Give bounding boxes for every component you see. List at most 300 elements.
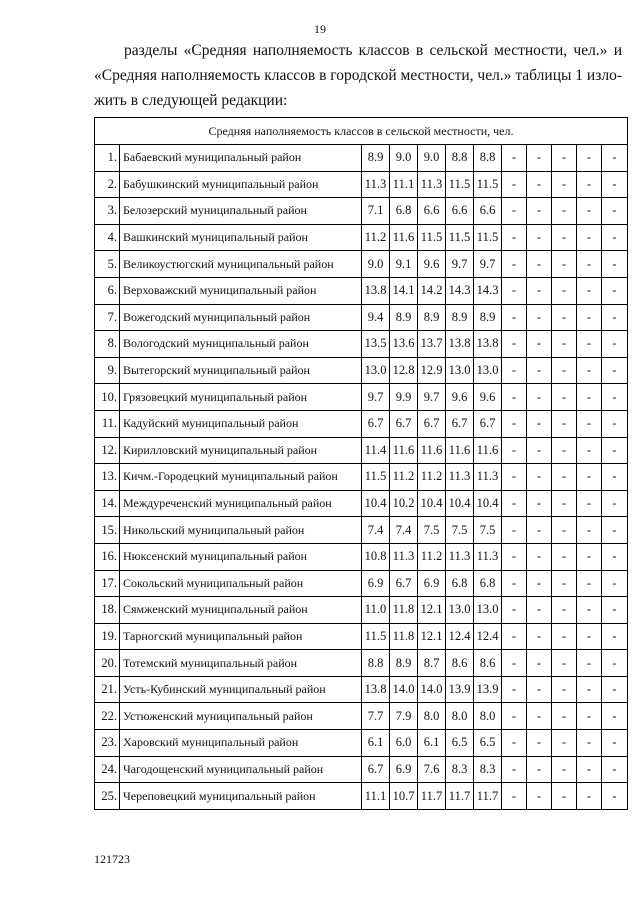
empty-value-dash: - xyxy=(577,730,602,757)
empty-value-dash: - xyxy=(602,756,628,783)
row-number: 13. xyxy=(95,464,120,491)
class-size-value: 9.1 xyxy=(390,251,418,278)
class-size-value: 6.8 xyxy=(474,570,502,597)
empty-value-dash: - xyxy=(577,437,602,464)
empty-value-dash: - xyxy=(552,464,577,491)
class-size-value: 13.0 xyxy=(474,597,502,624)
row-number: 19. xyxy=(95,623,120,650)
empty-value-dash: - xyxy=(502,730,527,757)
empty-value-dash: - xyxy=(552,171,577,198)
district-name: Вашкинский муниципальный район xyxy=(120,224,362,251)
empty-value-dash: - xyxy=(502,410,527,437)
class-size-value: 11.7 xyxy=(446,783,474,810)
class-size-value: 7.7 xyxy=(362,703,390,730)
class-size-value: 8.0 xyxy=(418,703,446,730)
class-size-value: 8.9 xyxy=(390,650,418,677)
empty-value-dash: - xyxy=(602,277,628,304)
empty-value-dash: - xyxy=(502,756,527,783)
empty-value-dash: - xyxy=(602,198,628,225)
class-size-value: 13.9 xyxy=(474,676,502,703)
class-size-value: 9.0 xyxy=(390,145,418,172)
table-row xyxy=(95,437,628,464)
empty-value-dash: - xyxy=(602,304,628,331)
class-size-value: 9.6 xyxy=(474,384,502,411)
empty-value-dash: - xyxy=(527,145,552,172)
class-size-value: 6.7 xyxy=(474,410,502,437)
class-size-value: 13.8 xyxy=(446,331,474,358)
table-row xyxy=(95,277,628,304)
district-name: Сокольский муниципальный район xyxy=(120,570,362,597)
empty-value-dash: - xyxy=(577,145,602,172)
table-row xyxy=(95,730,628,757)
class-size-value: 8.6 xyxy=(446,650,474,677)
row-number: 17. xyxy=(95,570,120,597)
empty-value-dash: - xyxy=(602,437,628,464)
empty-value-dash: - xyxy=(602,410,628,437)
empty-value-dash: - xyxy=(527,437,552,464)
class-size-value: 13.8 xyxy=(474,331,502,358)
empty-value-dash: - xyxy=(502,357,527,384)
empty-value-dash: - xyxy=(552,730,577,757)
class-size-value: 6.9 xyxy=(418,570,446,597)
class-size-value: 14.0 xyxy=(418,676,446,703)
class-size-value: 11.7 xyxy=(474,783,502,810)
class-size-value: 6.7 xyxy=(418,410,446,437)
class-size-value: 11.3 xyxy=(446,543,474,570)
empty-value-dash: - xyxy=(552,251,577,278)
row-number: 9. xyxy=(95,357,120,384)
empty-value-dash: - xyxy=(602,171,628,198)
empty-value-dash: - xyxy=(527,198,552,225)
district-name: Кирилловский муниципальный район xyxy=(120,437,362,464)
table-row xyxy=(95,570,628,597)
class-size-value: 11.5 xyxy=(474,224,502,251)
empty-value-dash: - xyxy=(552,384,577,411)
class-size-value: 11.5 xyxy=(362,623,390,650)
class-size-value: 11.3 xyxy=(474,543,502,570)
class-size-value: 11.5 xyxy=(362,464,390,491)
class-size-value: 13.8 xyxy=(362,676,390,703)
empty-value-dash: - xyxy=(602,730,628,757)
row-number: 25. xyxy=(95,783,120,810)
class-size-value: 11.5 xyxy=(446,224,474,251)
empty-value-dash: - xyxy=(527,304,552,331)
district-name: Белозерский муниципальный район xyxy=(120,198,362,225)
empty-value-dash: - xyxy=(602,517,628,544)
class-size-value: 13.0 xyxy=(446,357,474,384)
class-size-value: 8.9 xyxy=(418,304,446,331)
district-name: Бабушкинский муниципальный район xyxy=(120,171,362,198)
class-size-value: 11.6 xyxy=(418,437,446,464)
class-size-value: 10.7 xyxy=(390,783,418,810)
empty-value-dash: - xyxy=(552,331,577,358)
empty-value-dash: - xyxy=(527,756,552,783)
empty-value-dash: - xyxy=(577,490,602,517)
empty-value-dash: - xyxy=(552,517,577,544)
empty-value-dash: - xyxy=(502,251,527,278)
row-number: 8. xyxy=(95,331,120,358)
empty-value-dash: - xyxy=(502,384,527,411)
row-number: 20. xyxy=(95,650,120,677)
empty-value-dash: - xyxy=(602,384,628,411)
class-size-value: 6.8 xyxy=(446,570,474,597)
row-number: 12. xyxy=(95,437,120,464)
class-size-value: 14.3 xyxy=(474,277,502,304)
class-size-value: 6.7 xyxy=(390,410,418,437)
class-size-value: 11.0 xyxy=(362,597,390,624)
empty-value-dash: - xyxy=(502,783,527,810)
empty-value-dash: - xyxy=(552,490,577,517)
class-size-value: 11.2 xyxy=(418,543,446,570)
empty-value-dash: - xyxy=(602,145,628,172)
row-number: 7. xyxy=(95,304,120,331)
district-name: Грязовецкий муниципальный район xyxy=(120,384,362,411)
empty-value-dash: - xyxy=(577,597,602,624)
table-row xyxy=(95,543,628,570)
district-name: Харовский муниципальный район xyxy=(120,730,362,757)
class-size-value: 9.6 xyxy=(446,384,474,411)
row-number: 11. xyxy=(95,410,120,437)
empty-value-dash: - xyxy=(527,570,552,597)
district-name: Вожегодский муниципальный район xyxy=(120,304,362,331)
district-name: Кадуйский муниципальный район xyxy=(120,410,362,437)
empty-value-dash: - xyxy=(577,171,602,198)
class-size-value: 11.5 xyxy=(418,224,446,251)
district-name: Сямженский муниципальный район xyxy=(120,597,362,624)
table-row xyxy=(95,198,628,225)
class-size-value: 11.7 xyxy=(418,783,446,810)
empty-value-dash: - xyxy=(502,517,527,544)
class-size-value: 11.2 xyxy=(362,224,390,251)
empty-value-dash: - xyxy=(502,171,527,198)
class-size-value: 13.0 xyxy=(474,357,502,384)
class-size-value: 10.4 xyxy=(446,490,474,517)
district-name: Устюженский муниципальный район xyxy=(120,703,362,730)
empty-value-dash: - xyxy=(527,783,552,810)
class-size-value: 11.6 xyxy=(390,224,418,251)
class-size-value: 13.6 xyxy=(390,331,418,358)
district-name: Тарногский муниципальный район xyxy=(120,623,362,650)
class-size-value: 12.4 xyxy=(474,623,502,650)
empty-value-dash: - xyxy=(552,570,577,597)
row-number: 21. xyxy=(95,676,120,703)
empty-value-dash: - xyxy=(527,490,552,517)
class-size-value: 6.8 xyxy=(390,198,418,225)
class-size-value: 11.6 xyxy=(446,437,474,464)
document-code: 121723 xyxy=(94,852,130,866)
class-size-value: 10.4 xyxy=(362,490,390,517)
district-name: Кичм.-Городецкий муниципальный район xyxy=(120,464,362,491)
intro-line-2: «Средняя наполняемость классов в городской местности, чел.» таблицы 1 изло- xyxy=(94,67,622,84)
table-row xyxy=(95,623,628,650)
row-number: 23. xyxy=(95,730,120,757)
class-size-value: 11.6 xyxy=(474,437,502,464)
empty-value-dash: - xyxy=(527,543,552,570)
class-size-value: 11.3 xyxy=(418,171,446,198)
class-size-value: 8.7 xyxy=(418,650,446,677)
empty-value-dash: - xyxy=(552,756,577,783)
empty-value-dash: - xyxy=(577,703,602,730)
class-size-value: 6.7 xyxy=(362,410,390,437)
row-number: 18. xyxy=(95,597,120,624)
table-row xyxy=(95,517,628,544)
class-size-value: 11.1 xyxy=(362,783,390,810)
empty-value-dash: - xyxy=(602,783,628,810)
empty-value-dash: - xyxy=(602,464,628,491)
table-row xyxy=(95,224,628,251)
empty-value-dash: - xyxy=(602,703,628,730)
empty-value-dash: - xyxy=(527,623,552,650)
class-size-value: 11.5 xyxy=(474,171,502,198)
class-size-value: 10.4 xyxy=(474,490,502,517)
empty-value-dash: - xyxy=(577,198,602,225)
class-size-value: 6.7 xyxy=(390,570,418,597)
empty-value-dash: - xyxy=(502,703,527,730)
class-size-value: 6.7 xyxy=(362,756,390,783)
class-size-value: 8.9 xyxy=(390,304,418,331)
empty-value-dash: - xyxy=(527,597,552,624)
class-size-value: 11.3 xyxy=(390,543,418,570)
empty-value-dash: - xyxy=(577,357,602,384)
class-size-value: 14.1 xyxy=(390,277,418,304)
class-size-value: 11.2 xyxy=(390,464,418,491)
empty-value-dash: - xyxy=(602,570,628,597)
row-number: 2. xyxy=(95,171,120,198)
empty-value-dash: - xyxy=(577,623,602,650)
class-size-value: 10.8 xyxy=(362,543,390,570)
empty-value-dash: - xyxy=(502,650,527,677)
empty-value-dash: - xyxy=(502,543,527,570)
class-size-value: 7.5 xyxy=(474,517,502,544)
class-size-value: 9.0 xyxy=(362,251,390,278)
table-row xyxy=(95,464,628,491)
empty-value-dash: - xyxy=(527,331,552,358)
empty-value-dash: - xyxy=(527,277,552,304)
class-size-value: 7.1 xyxy=(362,198,390,225)
empty-value-dash: - xyxy=(552,676,577,703)
district-name: Великоустюгский муниципальный район xyxy=(120,251,362,278)
empty-value-dash: - xyxy=(602,331,628,358)
table-row xyxy=(95,676,628,703)
empty-value-dash: - xyxy=(502,198,527,225)
class-size-value: 6.9 xyxy=(362,570,390,597)
table-row xyxy=(95,357,628,384)
district-name: Тотемский муниципальный район xyxy=(120,650,362,677)
empty-value-dash: - xyxy=(577,756,602,783)
class-size-value: 12.1 xyxy=(418,623,446,650)
empty-value-dash: - xyxy=(577,410,602,437)
class-size-value: 9.0 xyxy=(418,145,446,172)
intro-paragraph xyxy=(94,38,622,113)
row-number: 16. xyxy=(95,543,120,570)
empty-value-dash: - xyxy=(552,703,577,730)
table-header: Средняя наполняемость классов в сельской местности, чел. xyxy=(95,118,628,145)
empty-value-dash: - xyxy=(577,676,602,703)
class-size-value: 8.9 xyxy=(362,145,390,172)
class-size-value: 12.9 xyxy=(418,357,446,384)
row-number: 6. xyxy=(95,277,120,304)
empty-value-dash: - xyxy=(552,198,577,225)
intro-line-1: разделы «Средняя наполняемость классов в сельской местности, чел.» и xyxy=(124,42,622,59)
district-name: Череповецкий муниципальный район xyxy=(120,783,362,810)
empty-value-dash: - xyxy=(552,543,577,570)
empty-value-dash: - xyxy=(527,224,552,251)
district-name: Никольский муниципальный район xyxy=(120,517,362,544)
class-size-value: 14.0 xyxy=(390,676,418,703)
empty-value-dash: - xyxy=(502,464,527,491)
class-size-value: 12.1 xyxy=(418,597,446,624)
empty-value-dash: - xyxy=(502,437,527,464)
class-size-value: 13.0 xyxy=(362,357,390,384)
class-size-value: 8.8 xyxy=(474,145,502,172)
class-size-value: 9.6 xyxy=(418,251,446,278)
empty-value-dash: - xyxy=(552,437,577,464)
table-header-row xyxy=(95,118,628,145)
class-size-value: 7.5 xyxy=(418,517,446,544)
empty-value-dash: - xyxy=(527,384,552,411)
row-number: 3. xyxy=(95,198,120,225)
empty-value-dash: - xyxy=(577,224,602,251)
empty-value-dash: - xyxy=(527,730,552,757)
table-row xyxy=(95,384,628,411)
row-number: 14. xyxy=(95,490,120,517)
class-size-value: 9.4 xyxy=(362,304,390,331)
class-size-value: 11.6 xyxy=(390,437,418,464)
table-row xyxy=(95,783,628,810)
row-number: 5. xyxy=(95,251,120,278)
row-number: 22. xyxy=(95,703,120,730)
class-size-value: 8.8 xyxy=(446,145,474,172)
row-number: 1. xyxy=(95,145,120,172)
empty-value-dash: - xyxy=(577,650,602,677)
class-size-value: 13.9 xyxy=(446,676,474,703)
class-size-value: 6.5 xyxy=(446,730,474,757)
table-row xyxy=(95,703,628,730)
class-size-value: 11.3 xyxy=(474,464,502,491)
class-size-value: 7.4 xyxy=(390,517,418,544)
class-size-value: 12.4 xyxy=(446,623,474,650)
empty-value-dash: - xyxy=(527,357,552,384)
empty-value-dash: - xyxy=(552,277,577,304)
empty-value-dash: - xyxy=(552,623,577,650)
district-name: Бабаевский муниципальный район xyxy=(120,145,362,172)
empty-value-dash: - xyxy=(502,490,527,517)
row-number: 10. xyxy=(95,384,120,411)
empty-value-dash: - xyxy=(577,304,602,331)
class-size-value: 9.7 xyxy=(362,384,390,411)
empty-value-dash: - xyxy=(502,331,527,358)
empty-value-dash: - xyxy=(577,783,602,810)
class-size-value: 14.3 xyxy=(446,277,474,304)
district-name: Междуреченский муниципальный район xyxy=(120,490,362,517)
empty-value-dash: - xyxy=(527,676,552,703)
empty-value-dash: - xyxy=(552,145,577,172)
empty-value-dash: - xyxy=(527,650,552,677)
district-name: Усть-Кубинский муниципальный район xyxy=(120,676,362,703)
district-name: Вологодский муниципальный район xyxy=(120,331,362,358)
empty-value-dash: - xyxy=(552,410,577,437)
table-row xyxy=(95,490,628,517)
empty-value-dash: - xyxy=(527,171,552,198)
empty-value-dash: - xyxy=(502,623,527,650)
class-size-value: 11.8 xyxy=(390,623,418,650)
row-number: 4. xyxy=(95,224,120,251)
empty-value-dash: - xyxy=(527,251,552,278)
class-size-value: 7.9 xyxy=(390,703,418,730)
empty-value-dash: - xyxy=(602,224,628,251)
empty-value-dash: - xyxy=(602,650,628,677)
class-size-value: 11.1 xyxy=(390,171,418,198)
class-size-value: 14.2 xyxy=(418,277,446,304)
district-name: Верховажский муниципальный район xyxy=(120,277,362,304)
class-size-value: 6.1 xyxy=(418,730,446,757)
class-size-value: 6.6 xyxy=(474,198,502,225)
class-size-value: 13.8 xyxy=(362,277,390,304)
class-size-value: 7.6 xyxy=(418,756,446,783)
table-row xyxy=(95,756,628,783)
empty-value-dash: - xyxy=(552,783,577,810)
table-row xyxy=(95,304,628,331)
table-row xyxy=(95,597,628,624)
table-row xyxy=(95,145,628,172)
empty-value-dash: - xyxy=(602,357,628,384)
empty-value-dash: - xyxy=(577,464,602,491)
table-row xyxy=(95,650,628,677)
table-row xyxy=(95,251,628,278)
class-size-value: 8.3 xyxy=(446,756,474,783)
empty-value-dash: - xyxy=(502,224,527,251)
empty-value-dash: - xyxy=(577,277,602,304)
empty-value-dash: - xyxy=(602,676,628,703)
class-size-value: 6.6 xyxy=(418,198,446,225)
empty-value-dash: - xyxy=(527,410,552,437)
empty-value-dash: - xyxy=(602,543,628,570)
empty-value-dash: - xyxy=(502,145,527,172)
district-name: Вытегорский муниципальный район xyxy=(120,357,362,384)
class-size-value: 8.3 xyxy=(474,756,502,783)
row-number: 24. xyxy=(95,756,120,783)
empty-value-dash: - xyxy=(577,251,602,278)
class-size-value: 8.0 xyxy=(474,703,502,730)
class-size-value: 6.0 xyxy=(390,730,418,757)
class-size-value: 13.7 xyxy=(418,331,446,358)
class-size-value: 10.2 xyxy=(390,490,418,517)
class-size-value: 6.9 xyxy=(390,756,418,783)
class-size-value: 8.9 xyxy=(474,304,502,331)
class-size-value: 10.4 xyxy=(418,490,446,517)
class-size-value: 11.3 xyxy=(362,171,390,198)
empty-value-dash: - xyxy=(552,597,577,624)
empty-value-dash: - xyxy=(552,224,577,251)
empty-value-dash: - xyxy=(602,597,628,624)
table-row xyxy=(95,171,628,198)
page-number: 19 xyxy=(314,22,326,36)
empty-value-dash: - xyxy=(527,517,552,544)
empty-value-dash: - xyxy=(602,623,628,650)
empty-value-dash: - xyxy=(577,384,602,411)
class-size-value: 8.6 xyxy=(474,650,502,677)
empty-value-dash: - xyxy=(577,570,602,597)
class-size-value: 7.5 xyxy=(446,517,474,544)
empty-value-dash: - xyxy=(502,597,527,624)
empty-value-dash: - xyxy=(602,490,628,517)
empty-value-dash: - xyxy=(602,251,628,278)
class-size-value: 11.2 xyxy=(418,464,446,491)
district-name: Нюксенский муниципальный район xyxy=(120,543,362,570)
class-size-value: 13.5 xyxy=(362,331,390,358)
class-size-value: 8.8 xyxy=(362,650,390,677)
class-size-value: 6.7 xyxy=(446,410,474,437)
